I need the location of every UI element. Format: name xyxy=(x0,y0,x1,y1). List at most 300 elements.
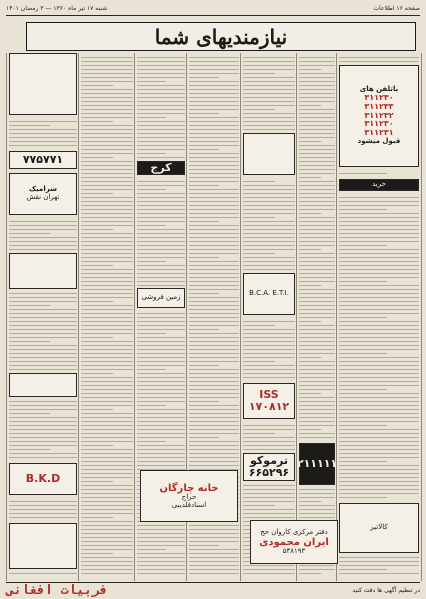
text-line xyxy=(299,177,321,178)
text-line xyxy=(81,385,133,386)
text-line xyxy=(9,441,77,442)
text-line xyxy=(81,277,133,278)
text-line xyxy=(243,269,295,270)
text-line xyxy=(81,317,133,318)
text-line xyxy=(299,509,335,510)
text-line xyxy=(339,573,419,574)
text-line xyxy=(189,381,239,382)
text-line xyxy=(137,261,166,262)
text-line xyxy=(243,229,295,230)
text-line xyxy=(339,417,419,418)
text-line xyxy=(189,81,239,82)
text-line xyxy=(81,365,133,366)
text-line xyxy=(9,245,77,246)
text-line xyxy=(81,153,133,154)
text-line xyxy=(299,277,335,278)
text-line xyxy=(81,417,133,418)
text-line xyxy=(137,349,185,350)
text-line xyxy=(339,405,419,406)
text-line xyxy=(339,425,387,426)
text-line xyxy=(137,541,185,542)
text-line xyxy=(243,237,295,238)
text-line xyxy=(9,317,77,318)
text-line xyxy=(299,497,335,498)
header-rule xyxy=(6,15,420,16)
text-line xyxy=(299,161,335,162)
text-line xyxy=(299,249,321,250)
text-line xyxy=(9,225,77,226)
text-line xyxy=(137,429,185,430)
text-line xyxy=(81,541,133,542)
text-line xyxy=(9,129,77,130)
text-line xyxy=(189,173,239,174)
text-line xyxy=(299,425,335,426)
text-line xyxy=(137,445,185,446)
text-line xyxy=(81,133,133,134)
phone-list-label: باتلفن های xyxy=(359,85,399,94)
ceramic-title: سرامیک xyxy=(29,185,57,194)
text-line xyxy=(137,121,185,122)
text-line xyxy=(339,233,419,234)
text-line xyxy=(189,65,239,66)
text-line xyxy=(81,569,133,570)
ad-phone-list xyxy=(339,65,419,167)
text-line xyxy=(137,97,185,98)
text-line xyxy=(339,329,419,330)
text-line xyxy=(81,73,133,74)
text-line xyxy=(137,357,185,358)
text-line xyxy=(81,393,133,394)
text-line xyxy=(299,285,321,286)
text-line xyxy=(9,133,77,134)
text-line xyxy=(137,217,185,218)
text-line xyxy=(189,129,239,130)
text-line xyxy=(189,301,239,302)
text-line xyxy=(299,409,335,410)
text-line xyxy=(189,73,239,74)
text-line xyxy=(81,405,133,406)
text-line xyxy=(189,249,239,250)
text-line xyxy=(243,345,295,346)
text-line xyxy=(243,241,295,242)
text-line xyxy=(243,105,295,106)
text-line xyxy=(339,369,419,370)
thermoco-title: ترموکو xyxy=(250,453,288,467)
text-line xyxy=(243,125,295,126)
text-line xyxy=(81,497,133,498)
text-line xyxy=(81,113,133,114)
text-line xyxy=(189,401,219,402)
text-line xyxy=(299,153,335,154)
text-line xyxy=(81,533,133,534)
footer-text: در تنظیم آگهی ها دقت کنید xyxy=(352,586,420,594)
text-line xyxy=(189,361,239,362)
text-line xyxy=(299,137,335,138)
text-line xyxy=(81,401,133,402)
text-line xyxy=(9,573,77,574)
purchase-label: خرید xyxy=(372,180,386,189)
auction-line2: اسنادفلدیبی xyxy=(171,500,207,509)
text-line xyxy=(243,65,295,66)
text-line xyxy=(137,153,166,154)
text-line xyxy=(81,553,113,554)
text-line xyxy=(299,129,335,130)
text-line xyxy=(243,57,295,58)
text-line xyxy=(299,269,335,270)
text-line xyxy=(243,89,295,90)
text-line xyxy=(81,173,133,174)
text-line xyxy=(81,477,133,478)
text-line xyxy=(189,265,239,266)
text-line xyxy=(189,545,219,546)
text-line xyxy=(243,325,275,326)
text-line xyxy=(243,109,275,110)
text-line xyxy=(339,61,419,62)
text-line xyxy=(81,241,133,242)
text-line xyxy=(299,77,335,78)
text-line xyxy=(189,185,219,186)
text-line xyxy=(9,241,77,242)
column-5 xyxy=(240,53,297,581)
text-line xyxy=(299,433,335,434)
ad-auction xyxy=(140,470,238,522)
kalatir-label: کالاتیر xyxy=(370,523,388,532)
text-line xyxy=(189,289,239,290)
text-line xyxy=(339,277,419,278)
text-line xyxy=(189,321,239,322)
text-line xyxy=(81,89,133,90)
text-line xyxy=(81,485,133,486)
text-line xyxy=(81,537,133,538)
text-line xyxy=(339,409,419,410)
text-line xyxy=(299,169,335,170)
text-line xyxy=(137,265,185,266)
text-line xyxy=(339,393,419,394)
text-line xyxy=(137,437,185,438)
text-line xyxy=(243,369,295,370)
text-line xyxy=(339,377,419,378)
text-line xyxy=(339,321,419,322)
text-line xyxy=(81,77,133,78)
text-line xyxy=(243,113,295,114)
text-line xyxy=(299,253,335,254)
text-line xyxy=(81,57,133,58)
text-line xyxy=(189,117,239,118)
text-line xyxy=(9,297,77,298)
text-line xyxy=(137,225,166,226)
text-line xyxy=(243,349,295,350)
text-line xyxy=(299,345,335,346)
text-line xyxy=(299,293,335,294)
text-line xyxy=(299,125,335,126)
text-line xyxy=(81,561,133,562)
text-line xyxy=(243,81,295,82)
text-line xyxy=(189,393,239,394)
text-line xyxy=(299,333,335,334)
masthead-title: نیازمندیهای شما xyxy=(154,24,288,49)
text-line xyxy=(243,217,275,218)
text-line xyxy=(137,369,166,370)
text-line xyxy=(137,245,185,246)
real-estate-label: زمین فروشی xyxy=(141,293,181,302)
text-line xyxy=(9,309,77,310)
text-line xyxy=(189,137,239,138)
text-line xyxy=(81,369,133,370)
text-line xyxy=(9,409,77,410)
text-line xyxy=(189,77,219,78)
text-line xyxy=(137,193,185,194)
header-right-page: صفحه ۱۶ اطلاعات xyxy=(373,4,420,12)
text-line xyxy=(137,545,185,546)
text-line xyxy=(137,185,185,186)
text-line xyxy=(81,437,133,438)
text-line xyxy=(339,289,419,290)
text-line xyxy=(9,305,50,306)
text-line xyxy=(189,245,239,246)
text-line xyxy=(9,341,50,342)
text-line xyxy=(81,509,133,510)
text-line xyxy=(189,205,239,206)
text-line xyxy=(243,181,275,182)
text-line xyxy=(243,517,295,518)
text-line xyxy=(189,569,239,570)
text-line xyxy=(81,421,133,422)
text-line xyxy=(81,457,133,458)
text-line xyxy=(81,297,133,298)
text-line xyxy=(299,209,335,210)
text-line xyxy=(81,161,133,162)
bkd-label: B.K.D xyxy=(25,471,61,485)
text-line xyxy=(81,165,133,166)
text-line xyxy=(81,545,133,546)
text-line xyxy=(299,241,335,242)
text-line xyxy=(339,309,419,310)
text-line xyxy=(243,221,295,222)
text-line xyxy=(339,473,419,474)
text-line xyxy=(299,217,335,218)
text-line xyxy=(189,421,239,422)
text-line xyxy=(81,209,133,210)
text-line xyxy=(189,417,239,418)
text-line xyxy=(299,281,335,282)
text-line xyxy=(9,401,77,402)
text-line xyxy=(299,257,335,258)
text-line xyxy=(189,557,239,558)
text-line xyxy=(137,457,185,458)
text-line xyxy=(189,229,239,230)
text-line xyxy=(243,449,295,450)
text-line xyxy=(339,381,419,382)
text-line xyxy=(299,65,335,66)
text-line xyxy=(9,313,77,314)
text-line xyxy=(339,229,419,230)
text-line xyxy=(243,185,295,186)
text-line xyxy=(299,565,335,566)
text-line xyxy=(81,321,133,322)
text-line xyxy=(339,205,419,206)
text-line xyxy=(9,325,77,326)
ad-purchase xyxy=(339,179,419,191)
text-line xyxy=(137,197,185,198)
text-line xyxy=(137,421,185,422)
text-line xyxy=(339,245,387,246)
text-line xyxy=(189,445,239,446)
text-line xyxy=(243,513,295,514)
text-line xyxy=(189,465,239,466)
text-line xyxy=(339,429,419,430)
text-line xyxy=(299,233,335,234)
text-line xyxy=(189,153,239,154)
text-line xyxy=(81,213,133,214)
column-6 xyxy=(296,53,337,581)
text-line xyxy=(137,333,166,334)
text-line xyxy=(81,189,133,190)
text-line xyxy=(189,113,219,114)
text-line xyxy=(81,565,133,566)
text-line xyxy=(137,525,185,526)
text-line xyxy=(189,181,239,182)
text-line xyxy=(339,325,419,326)
phone-list-5: ۳۱۱۲۳۱ xyxy=(364,128,394,138)
text-line xyxy=(81,201,133,202)
text-line xyxy=(243,201,295,202)
text-line xyxy=(9,237,77,238)
text-line xyxy=(299,69,321,70)
text-line xyxy=(339,301,419,302)
text-line xyxy=(137,461,185,462)
text-line xyxy=(137,321,185,322)
text-line xyxy=(137,453,185,454)
text-line xyxy=(137,253,185,254)
text-line xyxy=(81,197,133,198)
text-line xyxy=(243,337,295,338)
text-line xyxy=(339,373,419,374)
text-line xyxy=(299,89,335,90)
text-line xyxy=(189,437,219,438)
text-line xyxy=(137,337,185,338)
text-line xyxy=(189,277,239,278)
column-left xyxy=(6,53,79,581)
text-line xyxy=(189,69,239,70)
text-line xyxy=(339,209,387,210)
text-line xyxy=(81,573,133,574)
text-line xyxy=(189,565,239,566)
text-line xyxy=(9,137,77,138)
text-line xyxy=(81,273,133,274)
text-line xyxy=(81,521,133,522)
text-line xyxy=(339,265,419,266)
text-line xyxy=(299,313,335,314)
text-line xyxy=(299,57,335,58)
text-line xyxy=(81,285,133,286)
text-line xyxy=(137,329,185,330)
text-line xyxy=(243,233,295,234)
text-line xyxy=(243,193,295,194)
ad-bkd xyxy=(9,463,77,495)
text-line xyxy=(137,213,185,214)
text-line xyxy=(299,85,335,86)
text-line xyxy=(81,65,133,66)
text-line xyxy=(299,361,335,362)
text-line xyxy=(9,513,77,514)
text-line xyxy=(339,493,419,494)
text-line xyxy=(81,425,133,426)
text-line xyxy=(243,265,295,266)
text-line xyxy=(299,309,335,310)
iran-title: دفتر مرکزی کاروان حج xyxy=(260,527,328,536)
text-line xyxy=(189,405,239,406)
text-line xyxy=(189,425,239,426)
text-line xyxy=(339,389,387,390)
text-line xyxy=(299,437,335,438)
text-line xyxy=(137,141,185,142)
text-line xyxy=(299,429,321,430)
text-line xyxy=(339,461,387,462)
text-line xyxy=(9,329,77,330)
text-line xyxy=(81,333,133,334)
text-line xyxy=(339,253,419,254)
text-line xyxy=(81,105,133,106)
text-line xyxy=(299,145,335,146)
text-line xyxy=(137,537,185,538)
text-line xyxy=(243,225,295,226)
text-line xyxy=(9,437,77,438)
text-line xyxy=(299,325,335,326)
masthead xyxy=(26,22,416,51)
text-line xyxy=(339,413,419,414)
text-line xyxy=(189,525,239,526)
text-line xyxy=(81,221,133,222)
text-line xyxy=(81,61,133,62)
text-line xyxy=(81,125,133,126)
text-line xyxy=(189,61,239,62)
text-line xyxy=(299,197,335,198)
text-line xyxy=(137,145,185,146)
text-line xyxy=(9,293,77,294)
text-line xyxy=(81,505,133,506)
text-line xyxy=(137,221,185,222)
text-line xyxy=(299,165,335,166)
text-line xyxy=(299,365,335,366)
text-line xyxy=(81,489,133,490)
footer-logo: فربیات افغانی xyxy=(6,582,108,598)
text-line xyxy=(243,117,295,118)
text-line xyxy=(9,357,77,358)
text-line xyxy=(243,509,295,510)
text-line xyxy=(9,233,50,234)
text-line xyxy=(9,425,77,426)
phone-list-3: ۳۱۱۲۳۲ xyxy=(364,110,394,120)
text-line xyxy=(189,285,239,286)
text-line xyxy=(189,373,239,374)
text-line xyxy=(9,361,77,362)
text-line xyxy=(189,253,239,254)
text-line xyxy=(339,337,419,338)
text-line xyxy=(189,85,239,86)
text-line xyxy=(339,453,419,454)
text-line xyxy=(81,205,133,206)
text-line xyxy=(137,237,185,238)
text-line xyxy=(299,341,335,342)
text-line xyxy=(81,281,133,282)
text-line xyxy=(81,129,133,130)
text-line xyxy=(189,97,239,98)
text-line xyxy=(189,165,239,166)
text-line xyxy=(137,365,185,366)
text-line xyxy=(339,221,419,222)
text-line xyxy=(189,449,239,450)
ad-left-bottom xyxy=(9,523,77,569)
